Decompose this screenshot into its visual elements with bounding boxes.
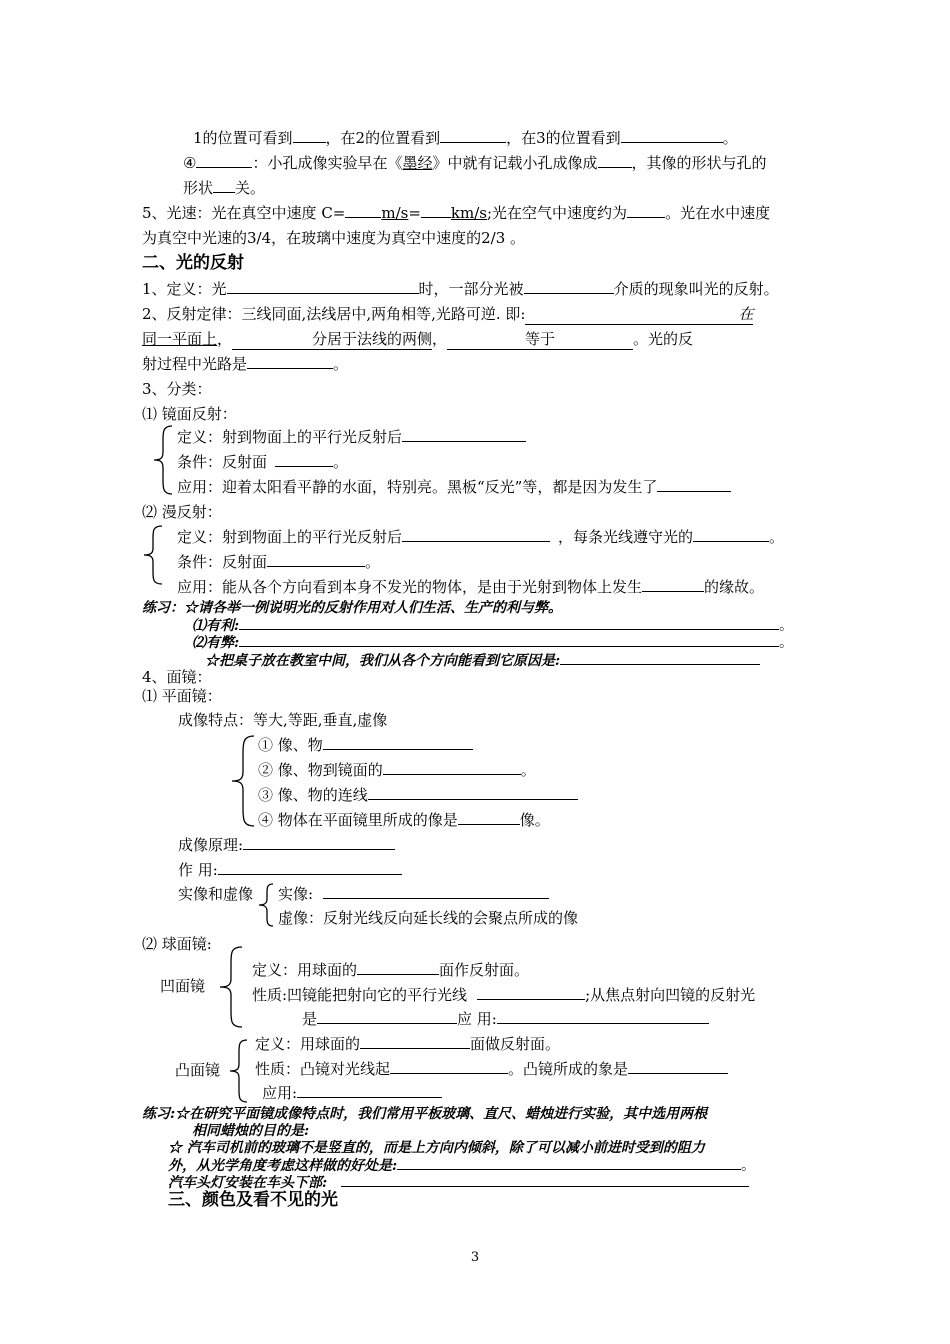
concave-property: 性质:凹镜能把射向它的平行光线 ;从焦点射向凹镜的反射光	[252, 986, 756, 1004]
pinhole-line-3: 形状 关。	[183, 179, 266, 197]
reflection-definition: 1、定义：光 时，一部分光被 介质的现象叫光的反射。	[142, 280, 779, 298]
diffuse-definition: 定义：射到物面上的平行光反射后 ，每条光线遵守光的 。	[177, 528, 785, 546]
section-heading-reflection: 二、光的反射	[142, 253, 244, 273]
reflection-law-line-2: 同一平面上， 分居于法线的两侧， 等于 。光的反	[142, 330, 694, 348]
plane-principle: 成像原理:	[178, 835, 395, 855]
concave-property-continued: 是 应 用:	[302, 1009, 709, 1029]
convex-definition: 定义：用球面的 面做反射面。	[255, 1035, 561, 1053]
practice-headlight: 汽车头灯安装在车头下部:	[168, 1172, 749, 1193]
classification-label: 3、分类：	[142, 380, 212, 398]
practice-plane-mirror: 练习:☆在研究平面镜成像特点时，我们常用平板玻璃、直尺、蜡烛进行实验，其中选用两根	[142, 1106, 708, 1122]
left-brace-icon	[216, 945, 246, 1029]
plane-mirror-title: ⑴ 平面镜：	[142, 687, 222, 705]
left-brace-icon	[256, 882, 276, 928]
practice-windshield: ☆ 汽车司机前的玻璃不是竖直的，而是上方向内倾斜，除了可以减小前进时受到的阻力	[168, 1140, 705, 1156]
light-speed-line-1: 5、光速：光在真空中速度 C= m/s= km/s;光在空气中速度约为 。光在水中速度	[142, 204, 771, 222]
practice-table-question: ☆把桌子放在教室中间，我们从各个方向能看到它原因是:	[205, 650, 760, 671]
light-speed-line-2: 为真空中光速的3/4，在玻璃中速度为真空中速度的2/3 。	[142, 229, 526, 247]
diffuse-reflection-title: ⑵ 漫反射：	[142, 503, 222, 521]
left-brace-icon	[228, 734, 258, 828]
reflection-law-line-1: 2、反射定律：三线同面,法线居中,两角相等,光路可逆. 即: 在	[142, 305, 754, 323]
left-brace-icon	[140, 524, 166, 586]
left-brace-icon	[150, 424, 176, 496]
plane-feature-1: ① 像、物	[258, 735, 473, 755]
left-brace-icon	[226, 1038, 250, 1104]
real-image-line: 实像:	[278, 884, 549, 904]
diffuse-application: 应用：能从各个方向看到本身不发光的物体，是由于光射到物体上发生 的缘故。	[177, 578, 765, 596]
mirrors-title: 4、面镜：	[142, 668, 212, 686]
convex-mirror-label: 凸面镜	[175, 1061, 221, 1079]
practice-disadvantage: ⑵有弊: 。	[192, 632, 793, 653]
practice-advantage: ⑴有利: 。	[192, 615, 793, 636]
concave-definition: 定义：用球面的 面作反射面。	[252, 961, 530, 979]
practice-windshield-cont: 外，从光学角度考虑这样做的好处是: 。	[168, 1155, 755, 1176]
plane-feature-4: ④ 物体在平面镜里所成的像是 像。	[258, 811, 550, 829]
pinhole-line-1: 1的位置可看到 ，在2的位置看到 ，在3的位置看到 。	[193, 129, 738, 147]
specular-reflection-title: ⑴ 镜面反射：	[142, 405, 237, 423]
section-heading-color: 三、颜色及看不见的光	[168, 1190, 338, 1210]
practice-prompt: 练习：☆请各举一例说明光的反射作用对人们生活、生产的利与弊。	[142, 600, 562, 616]
plane-mirror-features: 成像特点：等大,等距,垂直,虚像	[178, 711, 388, 729]
spherical-mirror-title: ⑵ 球面镜:	[142, 935, 212, 953]
convex-application: 应用:	[262, 1083, 442, 1103]
page-number: 3	[470, 1250, 480, 1265]
plane-use: 作 用:	[178, 860, 402, 880]
plane-feature-2: ② 像、物到镜面的 。	[258, 761, 536, 779]
real-virtual-label: 实像和虚像	[178, 885, 254, 903]
specular-application: 应用：迎着太阳看平静的水面，特别亮。黑板“反光”等，都是因为发生了	[177, 477, 731, 497]
specular-condition: 条件：反射面 。	[177, 453, 349, 471]
specular-definition: 定义：射到物面上的平行光反射后	[177, 427, 526, 447]
concave-mirror-label: 凹面镜	[160, 977, 206, 995]
virtual-image-line: 虚像：反射光线反向延长线的会聚点所成的像	[278, 909, 579, 927]
convex-property: 性质：凸镜对光线起 。凸镜所成的象是	[255, 1059, 728, 1079]
plane-feature-3: ③ 像、物的连线	[258, 785, 578, 805]
diffuse-condition: 条件：反射面 。	[177, 553, 381, 571]
pinhole-line-2: ④ ：小孔成像实验早在《墨经》中就有记载小孔成像成 ，其像的形状与孔的	[183, 154, 767, 172]
practice-plane-mirror-cont: 相同蜡烛的目的是:	[192, 1123, 310, 1139]
reflection-law-line-3: 射过程中光路是 。	[142, 355, 349, 373]
